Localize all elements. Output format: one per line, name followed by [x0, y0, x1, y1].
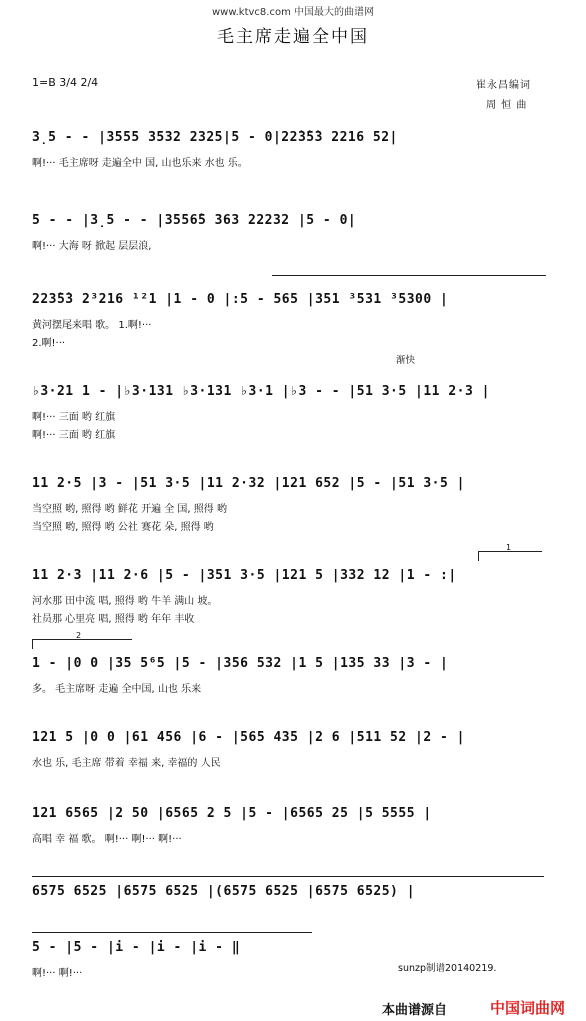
lyricist-credit: 崔永昌编词	[476, 80, 531, 91]
lyrics-line: 水也 乐, 毛主席 带着 幸福 来, 幸福的 人民	[32, 758, 221, 769]
notation-line: 11 2·3 |11 2·6 |5 - |351 3·5 |121 5 |332 12 |1 - :|	[32, 568, 457, 583]
notation-line: 5 - |5 - |i - |i - |i - ‖	[32, 940, 241, 955]
tempo-mark: 渐快	[396, 355, 416, 366]
notation-line: 5 - - |3̣5 - - |3556̇5 363 22232 |5 - 0|	[32, 213, 357, 228]
notation-line: 3̣5 - - |3555 3532 2325|5 - 0|22̇3̇5̇3 2216 52|	[32, 130, 398, 145]
phrase-line	[272, 275, 546, 276]
key-signature: 1=B 3/4 2/4	[32, 76, 99, 89]
composer-credit: 周 恒 曲	[486, 100, 528, 111]
volta-bracket-1-tick	[478, 551, 479, 561]
lyrics-line: 啊!··· 三面 哟 红旗	[32, 412, 116, 423]
notation-line: ♭3·21 1 - |♭3·131 ♭3·131 ♭3·1 |♭3 - - |51 3·5 |11 2·3 |	[32, 384, 490, 399]
volta-bracket-2	[32, 639, 132, 640]
phrase-line	[32, 876, 544, 877]
site-url: www.ktvc8.com 中国最大的曲谱网	[211, 7, 374, 18]
notation-line: 1 - |0 0 |35 5⁶5 |5 - |356 532 |1 5 |135 33 |3 - |	[32, 656, 449, 671]
song-title: 毛主席走遍全中国	[217, 27, 369, 47]
lyrics-line: 啊!··· 毛主席呀 走遍全中 国, 山也乐来 水也 乐。	[32, 158, 248, 169]
notation-line: 121 5 |0 0 |61 456 |6 - |565 435 |2 6 |511 52 |2 - |	[32, 730, 465, 745]
volta-number-2: 2	[76, 631, 82, 640]
notation-line: 121 6565 |2 50 |6565 2 5 |5 - |6565 25 |5 5555 |	[32, 806, 432, 821]
phrase-line	[32, 932, 312, 933]
signature: sunzp制谱20140219.	[398, 963, 497, 974]
lyrics-line: 当空照 哟, 照得 哟 公社 赛花 朵, 照得 哟	[32, 522, 214, 533]
notation-line: 223̇5̇3 2³216 ¹²1 |1 - 0 |:5 - 565 |351 ³531 ³5300 |	[32, 292, 449, 307]
lyrics-line: 高唱 幸 福 歌。 啊!··· 啊!··· 啊!···	[32, 834, 182, 845]
lyrics-line: 当空照 哟, 照得 哟 鲜花 开遍 全 国, 照得 哟	[32, 504, 227, 515]
lyrics-line: 2.啊!···	[32, 338, 66, 349]
lyrics-line: 黄河摆尾来唱 歌。 1.啊!···	[32, 320, 152, 331]
lyrics-line: 啊!··· 大海 呀 掀起 层层浪,	[32, 241, 152, 252]
lyrics-line: 多。 毛主席呀 走遍 全中国, 山也 乐来	[32, 684, 202, 695]
lyrics-line: 啊!··· 啊!···	[32, 968, 83, 979]
volta-bracket-2-tick	[32, 639, 33, 649]
source-site[interactable]: 中国词曲网	[490, 999, 566, 1017]
lyrics-line: 河水那 田中流 唱, 照得 哟 牛羊 满山 坡。	[32, 596, 218, 607]
volta-number-1: 1	[506, 543, 512, 552]
lyrics-line: 啊!··· 三面 哟 红旗	[32, 430, 116, 441]
lyrics-line: 社员那 心里亮 唱, 照得 哟 年年 丰收	[32, 614, 195, 625]
notation-line: 6575 6525 |6575 6525 |(6575 6525 |6575 6525) |	[32, 884, 416, 899]
notation-line: 11 2·5 |3 - |51 3·5 |11 2·32 |121 652 |5 - |51 3·5 |	[32, 476, 465, 491]
source-label: 本曲谱源自	[382, 1003, 448, 1018]
